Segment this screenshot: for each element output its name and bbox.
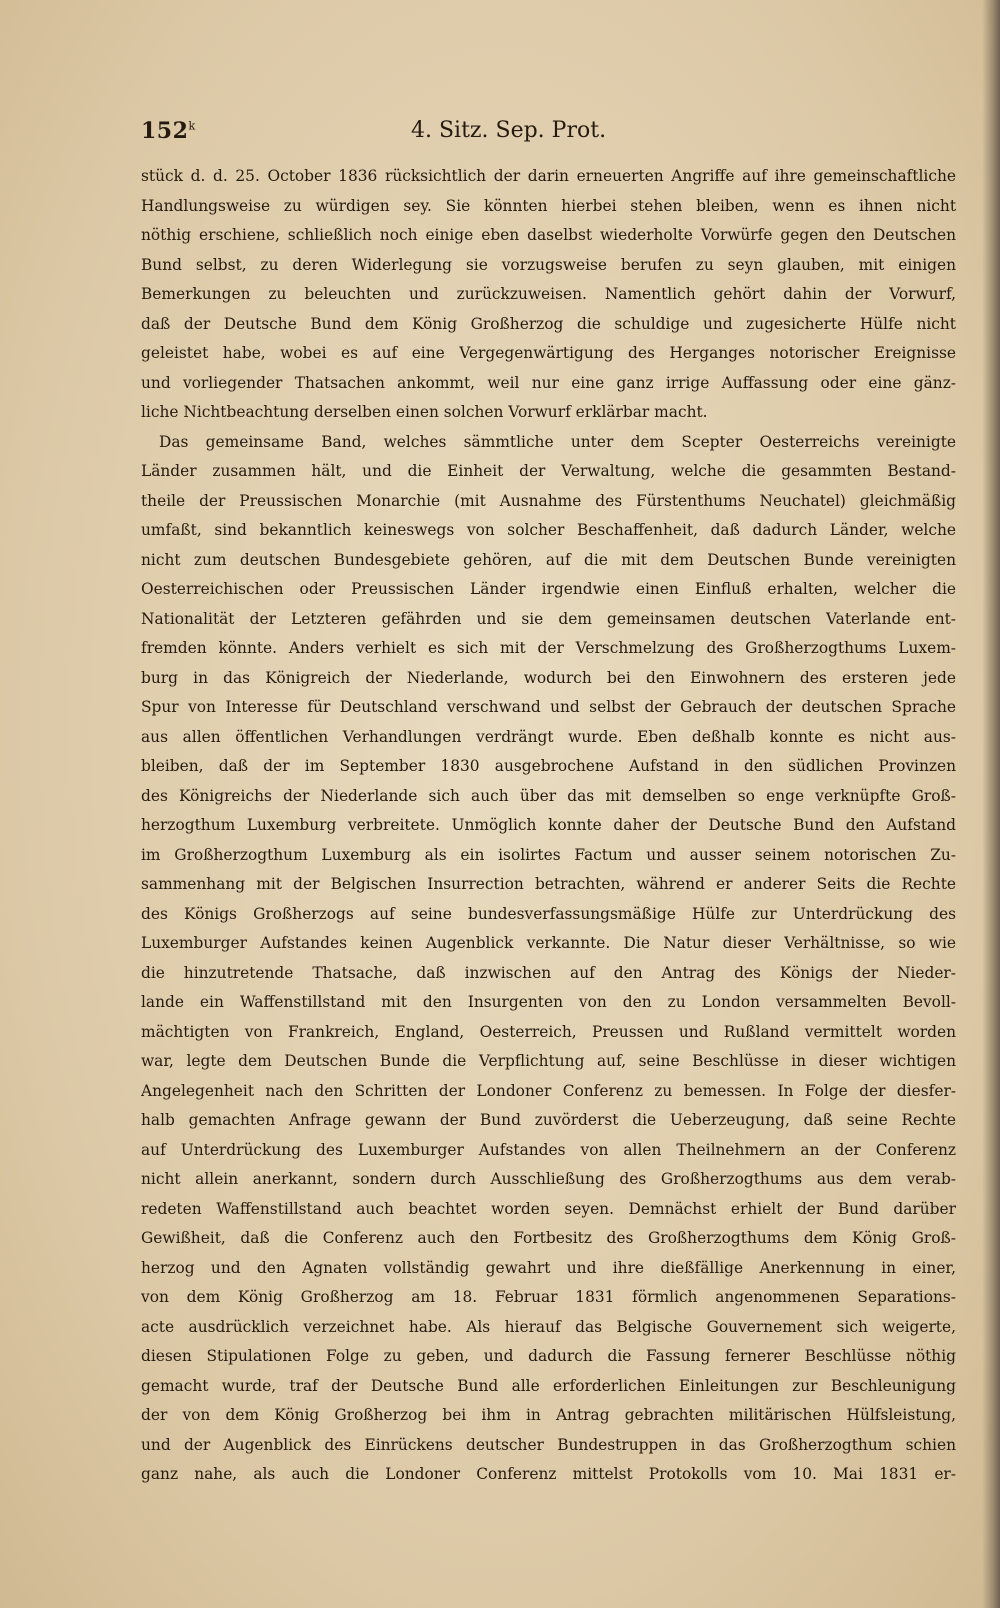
- text-line: theile der Preussischen Monarchie (mit Ausnahme des Fürstenthums Neuchatel) gleichmäßig: [141, 491, 956, 510]
- text-line: lande ein Waffenstillstand mit den Insurgenten von den zu London versammelten Bevoll-: [141, 993, 956, 1011]
- text-line: umfaßt, sind bekanntlich keineswegs von solcher Beschaffenheit, daß dadurch Länder, welche: [141, 521, 956, 539]
- text-line: mächtigten von Frankreich, England, Oesterreich, Preussen und Rußland vermittelt worden: [141, 1022, 956, 1041]
- text-line: und vorliegender Thatsachen ankommt, weil nur eine ganz irrige Auffassung oder eine gänz-: [141, 373, 956, 392]
- text-line: redeten Waffenstillstand auch beachtet worden seyen. Demnächst erhielt der Bund darüber: [141, 1199, 956, 1218]
- text-line: Gewißheit, daß die Conferenz auch den Fortbesitz des Großherzogthums dem König Groß-: [141, 1229, 956, 1247]
- text-line: burg in das Königreich der Niederlande, wodurch bei den Einwohnern des ersteren jede: [141, 668, 956, 687]
- text-line: Das gemeinsame Band, welches sämmtliche unter dem Scepter Oesterreichs vereinigte: [159, 432, 956, 451]
- text-line: war, legte dem Deutschen Bunde die Verpflichtung auf, seine Beschlüsse in dieser wichtigen: [141, 1052, 956, 1070]
- text-line: herzog und den Agnaten vollständig gewahrt und ihre dießfällige Anerkennung in einer,: [141, 1258, 956, 1277]
- text-line: bleiben, daß der im September 1830 ausgebrochene Aufstand in den südlichen Provinzen: [141, 757, 956, 775]
- page-header: [141, 114, 956, 148]
- text-line: halb gemachten Anfrage gewann der Bund zuvörderst die Ueberzeugung, daß seine Rechte: [141, 1111, 956, 1129]
- page-number: 152$^k$: [141, 118, 196, 144]
- text-line: daß der Deutsche Bund dem König Großherzog die schuldige und zugesicherte Hülfe nicht: [141, 314, 956, 333]
- text-line: Bemerkungen zu beleuchten und zurückzuweisen. Namentlich gehört dahin der Vorwurf,: [141, 285, 956, 303]
- text-line: gemacht wurde, traf der Deutsche Bund alle erforderlichen Einleitungen zur Beschleunigung: [141, 1376, 956, 1395]
- text-line: Oesterreichischen oder Preussischen Länder irgendwie einen Einfluß erhalten, welcher die: [141, 580, 956, 598]
- text-line: nicht allein anerkannt, sondern durch Ausschließung des Großherzogthums aus dem verab-: [141, 1170, 956, 1188]
- text-line: die hinzutretende Thatsache, daß inzwischen auf den Antrag des Königs der Nieder-: [141, 963, 956, 982]
- text-line: ganz nahe, als auch die Londoner Conferenz mittelst Protokolls vom 10. Mai 1831 er-: [141, 1465, 956, 1483]
- text-line: diesen Stipulationen Folge zu geben, und dadurch die Fassung fernerer Beschlüsse nöthig: [141, 1347, 956, 1365]
- text-line: geleistet habe, wobei es auf eine Vergegenwärtigung des Herganges notorischer Ereignisse: [141, 344, 956, 362]
- text-line: nöthig erschiene, schließlich noch einige eben daselbst wiederholte Vorwürfe gegen den Deutschen: [141, 226, 956, 244]
- text-line: herzogthum Luxemburg verbreitete. Unmöglich konnte daher der Deutsche Bund den Aufstand: [141, 816, 956, 834]
- text-line: Bund selbst, zu deren Widerlegung sie vorzugsweise berufen zu seyn glauben, mit einigen: [141, 255, 956, 274]
- text-line: fremden könnte. Anders verhielt es sich mit der Verschmelzung des Großherzogthums Luxem-: [141, 639, 956, 657]
- page-number-suffix: k: [188, 119, 196, 133]
- text-line: Spur von Interesse für Deutschland verschwand und selbst der Gebrauch der deutschen Sprache: [141, 698, 956, 716]
- text-line: des Königs Großherzogs auf seine bundesverfassungsmäßige Hülfe zur Unterdrückung des: [141, 904, 956, 923]
- text-line: der von dem König Großherzog bei ihm in Antrag gebrachten militärischen Hülfsleistung,: [141, 1406, 956, 1424]
- running-head: 4. Sitz. Sep. Prot.: [411, 118, 607, 143]
- text-line: und der Augenblick des Einrückens deutscher Bundestruppen in das Großherzogthum schien: [141, 1435, 956, 1454]
- page-edge-shadow: [982, 0, 1000, 1608]
- text-line: Handlungsweise zu würdigen sey. Sie könnten hierbei stehen bleiben, wenn es ihnen nicht: [141, 196, 956, 215]
- text-line: von dem König Großherzog am 18. Februar 1831 förmlich angenommenen Separations-: [141, 1288, 956, 1306]
- text-line: im Großherzogthum Luxemburg als ein isolirtes Factum und ausser seinem notorischen Zu-: [141, 845, 956, 864]
- text-line: des Königreichs der Niederlande sich auch über das mit demselben so enge verknüpfte Groß-: [141, 786, 956, 805]
- body-text: [141, 162, 956, 1490]
- text-line: liche Nichtbeachtung derselben einen solchen Vorwurf erklärbar macht.: [141, 403, 708, 421]
- text-line: Luxemburger Aufstandes keinen Augenblick verkannte. Die Natur dieser Verhältnisse, so wie: [141, 934, 956, 952]
- text-line: auf Unterdrückung des Luxemburger Aufstandes von allen Theilnehmern an der Conferenz: [141, 1140, 956, 1159]
- text-line: Nationalität der Letzteren gefährden und sie dem gemeinsamen deutschen Vaterlande ent-: [141, 609, 956, 628]
- text-line: Länder zusammen hält, und die Einheit der Verwaltung, welche die gesammten Bestand-: [141, 462, 956, 480]
- text-line: nicht zum deutschen Bundesgebiete gehören, auf die mit dem Deutschen Bunde vereinigten: [141, 550, 956, 569]
- text-line: stück d. d. 25. October 1836 rücksichtlich der darin erneuerten Angriffe auf ihre gemeinschaftliche: [141, 167, 956, 185]
- text-line: Angelegenheit nach den Schritten der Londoner Conferenz zu bemessen. In Folge der diesfer-: [141, 1081, 956, 1100]
- text-line: sammenhang mit der Belgischen Insurrection betrachten, während er anderer Seits die Rechte: [141, 875, 956, 893]
- text-line: aus allen öffentlichen Verhandlungen verdrängt wurde. Eben deßhalb konnte es nicht aus-: [141, 727, 956, 746]
- text-line: acte ausdrücklich verzeichnet habe. Als hierauf das Belgische Gouvernement sich weigerte,: [141, 1317, 956, 1336]
